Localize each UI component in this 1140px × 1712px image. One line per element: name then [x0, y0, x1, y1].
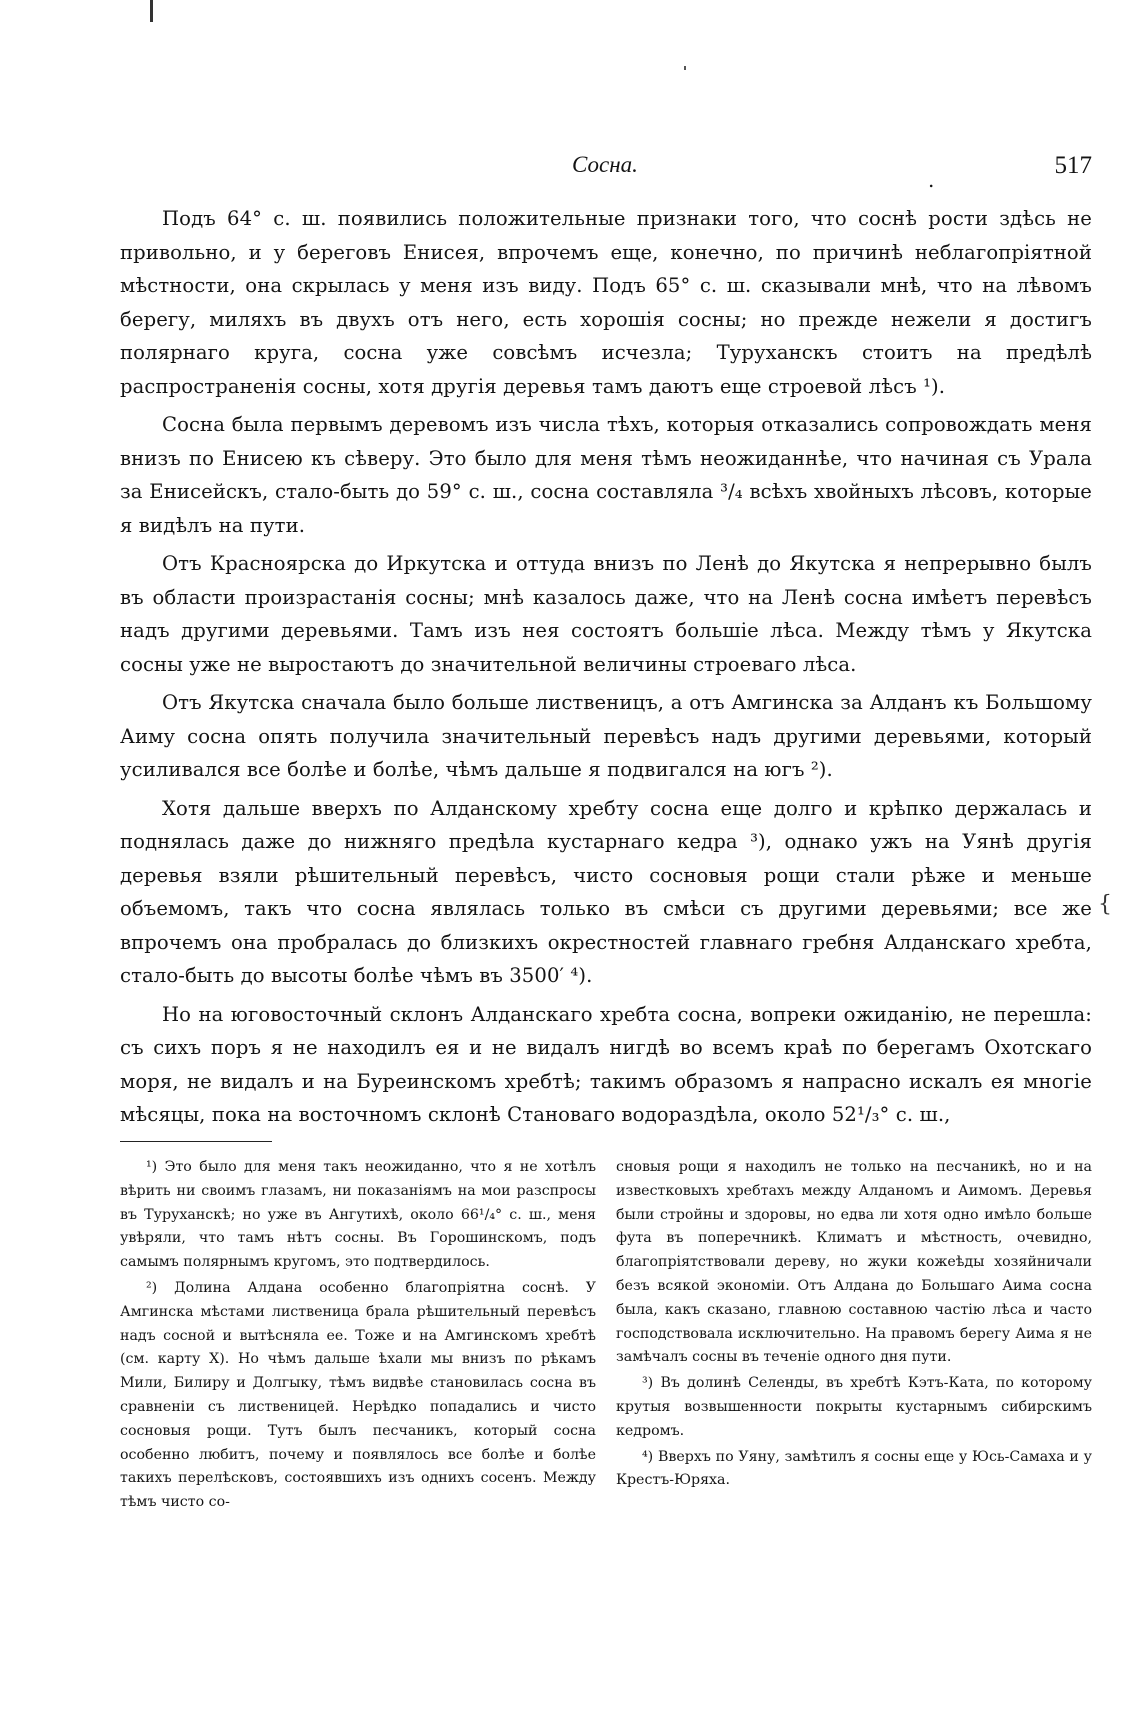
- footnotes-left-column: [120, 1156, 596, 1517]
- footnote: ¹) Это было для меня такъ неожиданно, что я не хотѣлъ вѣрить ни своимъ глазамъ, ни показаніямъ на мои разспросы въ Туруханскѣ; но уже въ Ангутихѣ, около 66¹/₄° с. ш., меня увѣряли, что тамъ нѣтъ сосны. Въ Горошинскомъ, подъ самымъ полярнымъ кругомъ, это подтвердилось.: [120, 1159, 596, 1271]
- footnote-continuation: сновыя рощи я находилъ не только на песчаникѣ, но и на известковыхъ хребтахъ между Алданомъ и Аимомъ. Деревья были стройны и здоровы, но едва ли хотя одно имѣло больше фута въ поперечникѣ. Климатъ и мѣстность, очевидно, благопріятствовали дереву, но жуки кожеѣды хозяйничали безъ всякой экономіи. Отъ Алдана до Большаго Аима сосна была, какъ сказано, главною составною частію лѣса и часто господствовала исключительно. На правомъ берегу Аима я не замѣчалъ сосны въ теченіе одного дня пути.: [616, 1159, 1092, 1366]
- paragraph: Отъ Якутска сначала было больше лиственицъ, а отъ Амгинска за Алданъ къ Большому Аиму сосна опять получила значительный перевѣсъ надъ другими деревьями, который усиливался все болѣе и болѣе, чѣмъ дальше я подвигался на югъ ²).: [120, 691, 1092, 781]
- footnote-rule: [120, 1141, 272, 1142]
- header-dot: .: [928, 168, 935, 192]
- footnote: ³) Въ долинѣ Селенды, въ хребтѣ Кэтъ-Ката, по которому крутыя возвышенности покрыты кустарнымъ сибирскимъ кедромъ.: [616, 1375, 1092, 1439]
- page-number: 517: [1054, 152, 1092, 179]
- scan-mark: [150, 0, 153, 22]
- paragraph: Отъ Красноярска до Иркутска и оттуда внизъ по Ленѣ до Якутска я непрерывно былъ въ области произрастанія сосны; мнѣ казалось даже, что на Ленѣ сосна имѣетъ перевѣсъ надъ другими деревьями. Тамъ изъ нея состоятъ большіе лѣса. Между тѣмъ у Якутска сосны уже не выростаютъ до значительной величины строеваго лѣса.: [120, 552, 1092, 676]
- footnotes: [120, 1156, 1092, 1517]
- running-title: Сосна.: [572, 152, 638, 177]
- paragraph: Хотя дальше вверхъ по Алданскому хребту сосна еще долго и крѣпко держалась и поднялась даже до нижняго предѣла кустарнаго кедра ³), однако ужъ на Уянѣ другія деревья взяли рѣшительный перевѣсъ, чисто сосновыя рощи стали рѣже и меньше объемомъ, такъ что сосна являлась только въ смѣси съ другими деревьями; все же впрочемъ она пробралась до близкихъ окрестностей главнаго гребня Алданскаго хребта, стало-быть до высоты болѣе чѣмъ въ 3500′ ⁴).: [120, 796, 1092, 987]
- margin-brace-mark: {: [1098, 892, 1112, 917]
- footnotes-right-column: [616, 1156, 1092, 1517]
- scan-dot: [684, 66, 686, 70]
- footnote: ⁴) Вверхъ по Уяну, замѣтилъ я сосны еще у Юсь-Самаха и у Крестъ-Юряха.: [616, 1448, 1092, 1489]
- running-header: [120, 152, 1092, 192]
- main-text: [120, 202, 1092, 1137]
- paragraph: Сосна была первымъ деревомъ изъ числа тѣхъ, которыя отказались сопровождать меня внизъ по Енисею къ сѣверу. Это было для меня тѣмъ неожиданнѣе, что начиная съ Урала за Енисейскъ, стало-быть до 59° с. ш., сосна составляла ³/₄ всѣхъ хвойныхъ лѣсовъ, которые я видѣлъ на пути.: [120, 413, 1092, 537]
- footnote: ²) Долина Алдана особенно благопріятна соснѣ. У Амгинска мѣстами лиственица брала рѣшительный перевѣсъ надъ сосной и вытѣсняла ее. Тоже и на Амгинскомъ хребтѣ (см. карту X). Но чѣмъ дальше ѣхали мы внизъ по рѣкамъ Мили, Билиру и Долгыку, тѣмъ видвѣе становилась сосна въ сравненіи съ лиственицей. Нерѣдко попадались и чисто сосновыя рощи. Тутъ былъ песчаникъ, который сосна особенно любитъ, почему и появлялось все болѣе и болѣе такихъ перелѣсковъ, состоявшихъ изъ однихъ сосенъ. Между тѣмъ чисто со-: [120, 1279, 596, 1511]
- paragraph: Подъ 64° с. ш. появились положительные признаки того, что соснѣ рости здѣсь не привольно, и у береговъ Енисея, впрочемъ еще, конечно, по причинѣ неблагопріятной мѣстности, она скрылась у меня изъ виду. Подъ 65° с. ш. сказывали мнѣ, что на лѣвомъ берегу, миляхъ въ двухъ отъ него, есть хорошія сосны; но прежде нежели я достигъ полярнаго круга, сосна уже совсѣмъ исчезла; Туруханскъ стоитъ на предѣлѣ распространенія сосны, хотя другія деревья тамъ даютъ еще строевой лѣсъ ¹).: [120, 207, 1092, 398]
- paragraph: Но на юговосточный склонъ Алданскаго хребта сосна, вопреки ожиданію, не перешла: съ сихъ поръ я не находилъ ея и не видалъ нигдѣ во всемъ краѣ по берегамъ Охотскаго моря, не видалъ и на Буреинскомъ хребтѣ; такимъ образомъ я напрасно искалъ ея многіе мѣсяцы, пока на восточномъ склонѣ Становаго водораздѣла, около 52¹/₃° с. ш.,: [120, 1002, 1092, 1126]
